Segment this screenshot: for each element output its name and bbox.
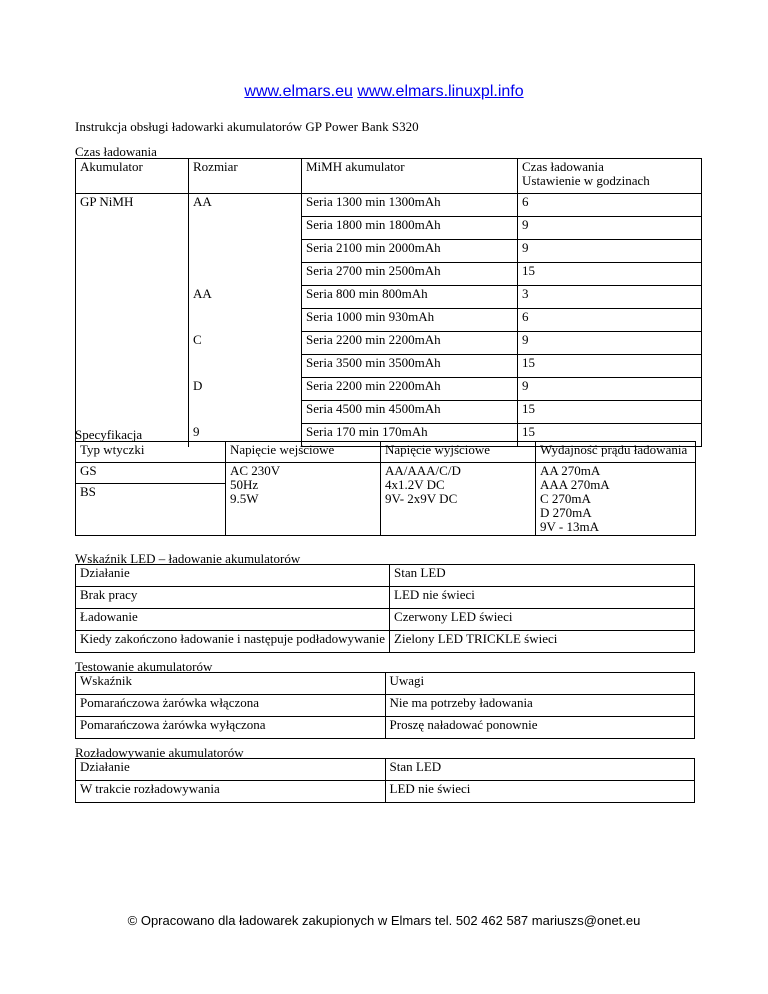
output-values: [381, 463, 536, 536]
size-cell: AA: [189, 194, 302, 286]
time-cell: 15: [518, 401, 702, 424]
discharge-caption: Rozładowywanie akumulatorów: [75, 745, 244, 760]
led-row-state: Zielony LED TRICKLE świeci: [390, 631, 695, 653]
current-line: D 270mA: [540, 505, 592, 520]
header-links: [0, 83, 768, 101]
led-row-action: Brak pracy: [76, 587, 390, 609]
series-cell: Seria 2700 min 2500mAh: [302, 263, 518, 286]
series-cell: Seria 3500 min 3500mAh: [302, 355, 518, 378]
output-line: AA/AAA/C/D: [385, 463, 461, 478]
link-elmars[interactable]: www.elmars.eu: [244, 83, 353, 100]
spec-table: [75, 441, 696, 536]
current-line: AA 270mA: [540, 463, 601, 478]
time-cell: 6: [518, 194, 702, 217]
output-line: 4x1.2V DC: [385, 477, 445, 492]
th-time-line1: Czas ładowania: [522, 159, 604, 174]
series-cell: Seria 2200 min 2200mAh: [302, 378, 518, 401]
intro-text: Instrukcja obsługi ładowarki akumulatorów GP Power Bank S320: [75, 119, 419, 134]
series-cell: Seria 2100 min 2000mAh: [302, 240, 518, 263]
test-row-indicator: Pomarańczowa żarówka włączona: [76, 695, 386, 717]
led-table: [75, 564, 695, 653]
th-led-state: Stan LED: [385, 759, 694, 781]
series-cell: Seria 800 min 800mAh: [302, 286, 518, 309]
size-cell: D: [189, 378, 302, 424]
charging-table: [75, 158, 702, 447]
th-action: Działanie: [76, 759, 386, 781]
led-row-state: Czerwony LED świeci: [390, 609, 695, 631]
time-cell: 9: [518, 378, 702, 401]
led-row-action: Kiedy zakończono ładowanie i następuje podładowywanie: [76, 631, 390, 653]
link-elmars-linuxpl[interactable]: www.elmars.linuxpl.info: [357, 83, 524, 100]
series-cell: Seria 1300 min 1300mAh: [302, 194, 518, 217]
time-cell: 9: [518, 240, 702, 263]
time-cell: 15: [518, 424, 702, 447]
th-notes: Uwagi: [385, 673, 694, 695]
time-cell: 6: [518, 309, 702, 332]
led-row-action: Ładowanie: [76, 609, 390, 631]
test-row-indicator: Pomarańczowa żarówka wyłączona: [76, 717, 386, 739]
footer-text: © Opracowano dla ładowarek zakupionych w Elmars tel. 502 462 587 mariuszs@onet.eu: [127, 913, 641, 928]
discharge-row-state: LED nie świeci: [385, 781, 694, 803]
led-caption: Wskaźnik LED – ładowanie akumulatorów: [75, 551, 301, 566]
spec-caption: Specyfikacja: [75, 427, 143, 442]
input-values: [226, 463, 381, 536]
time-cell: 15: [518, 355, 702, 378]
discharge-row-action: W trakcie rozładowywania: [76, 781, 386, 803]
test-caption: Testowanie akumulatorów: [75, 659, 213, 674]
time-cell: 3: [518, 286, 702, 309]
test-row-note: Nie ma potrzeby ładowania: [385, 695, 694, 717]
battery-type: GP NiMH: [76, 194, 189, 447]
series-cell: Seria 4500 min 4500mAh: [302, 401, 518, 424]
th-current: Wydajność prądu ładowania: [536, 442, 696, 463]
th-time: [518, 159, 702, 194]
th-time-line2: Ustawienie w godzinach: [522, 173, 650, 188]
charging-caption: Czas ładowania: [75, 144, 157, 159]
th-led-state: Stan LED: [390, 565, 695, 587]
current-line: C 270mA: [540, 491, 591, 506]
th-battery: Akumulator: [76, 159, 189, 194]
series-cell: Seria 1000 min 930mAh: [302, 309, 518, 332]
th-action: Działanie: [76, 565, 390, 587]
th-indicator: Wskaźnik: [76, 673, 386, 695]
plug-gs: GS: [76, 463, 226, 484]
th-output: Napięcie wyjściowe: [381, 442, 536, 463]
series-cell: Seria 2200 min 2200mAh: [302, 332, 518, 355]
size-cell: C: [189, 332, 302, 378]
current-line: AAA 270mA: [540, 477, 610, 492]
size-cell: 9: [189, 424, 302, 447]
th-size: Rozmiar: [189, 159, 302, 194]
th-input: Napięcie wejściowe: [226, 442, 381, 463]
th-mimh: MiMH akumulator: [302, 159, 518, 194]
current-values: [536, 463, 696, 536]
test-row-note: Proszę naładować ponownie: [385, 717, 694, 739]
series-cell: Seria 170 min 170mAh: [302, 424, 518, 447]
current-line: 9V - 13mA: [540, 519, 599, 534]
output-line: 9V- 2x9V DC: [385, 491, 458, 506]
time-cell: 9: [518, 217, 702, 240]
series-cell: Seria 1800 min 1800mAh: [302, 217, 518, 240]
led-row-state: LED nie świeci: [390, 587, 695, 609]
discharge-table: [75, 758, 695, 803]
th-plug: Typ wtyczki: [76, 442, 226, 463]
input-line: 9.5W: [230, 491, 259, 506]
input-line: 50Hz: [230, 477, 259, 492]
time-cell: 9: [518, 332, 702, 355]
time-cell: 15: [518, 263, 702, 286]
input-line: AC 230V: [230, 463, 281, 478]
plug-bs: BS: [76, 484, 226, 536]
test-table: [75, 672, 695, 739]
size-cell: AA: [189, 286, 302, 332]
